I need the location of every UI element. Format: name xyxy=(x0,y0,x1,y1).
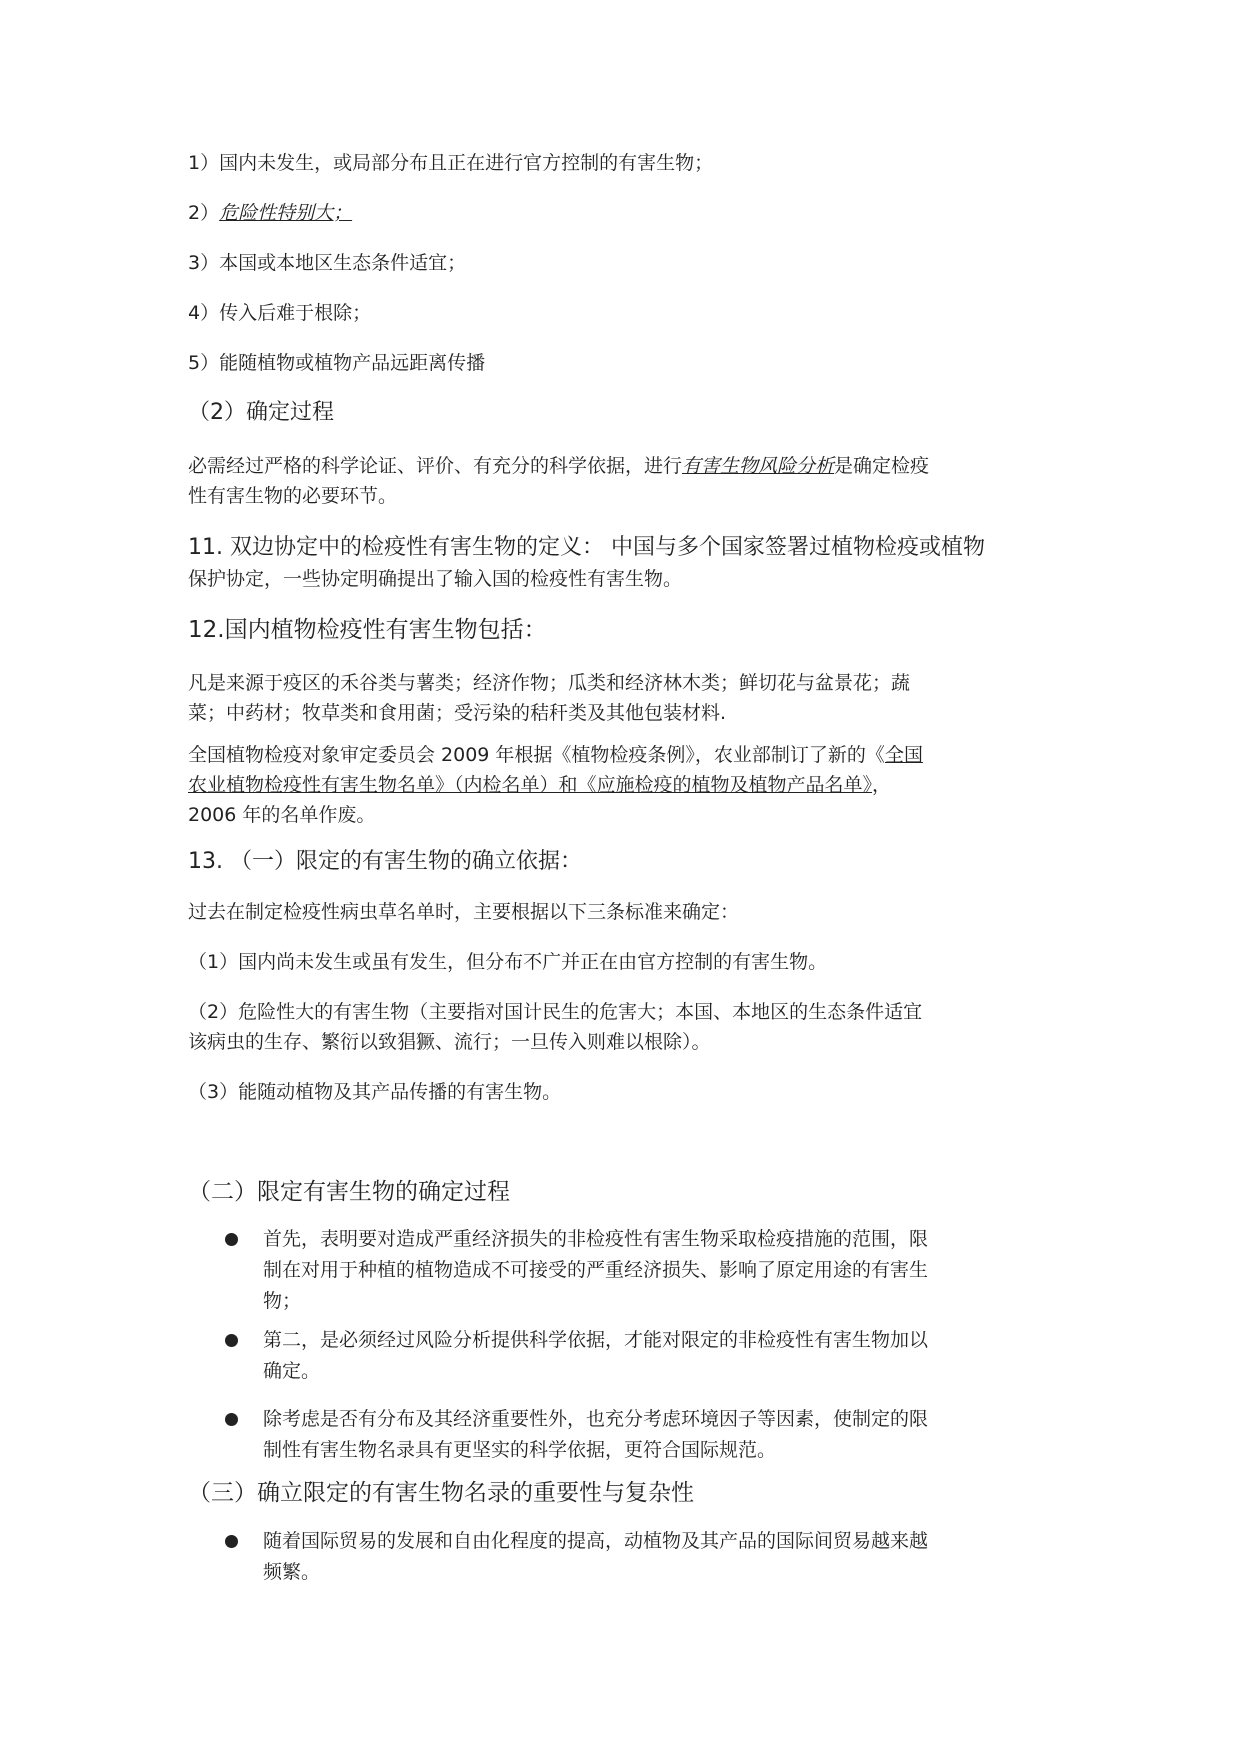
list-text: 传入后难于根除； xyxy=(219,302,372,324)
paragraph-link: 有害生物风险分析 xyxy=(682,455,835,477)
list-number: 2） xyxy=(188,202,220,224)
section-heading: 12.国内植物检疫性有害生物包括： xyxy=(188,617,547,643)
bullet-line: 制在对用于种植的植物造成不可接受的严重经济损失、影响了原定用途的有害生 xyxy=(263,1259,929,1281)
list-text: 能随植物或植物产品远距离传播 xyxy=(219,352,486,374)
bullet-line: 确定。 xyxy=(263,1360,321,1382)
paragraph-line: 菜；中药材；牧草类和食用菌；受污染的秸秆类及其他包装材料. xyxy=(188,702,727,724)
paragraph-text: 是确定检疫 xyxy=(834,455,930,477)
criteria-item: （1）国内尚未发生或虽有发生，但分布不广并正在由官方控制的有害生物。 xyxy=(188,951,828,973)
paragraph-text: 必需经过严格的科学论证、评价、有充分的科学依据，进行 xyxy=(188,455,683,477)
bullet-line: 随着国际贸易的发展和自由化程度的提高，动植物及其产品的国际间贸易越来越 xyxy=(263,1530,929,1552)
list-number: 4） xyxy=(188,302,220,324)
paragraph-line: 2006 年的名单作废。 xyxy=(188,804,376,826)
paragraph-text: 全国植物检疫对象审定委员会 2009 年根据《植物检疫条例》，农业部制订了新的《 xyxy=(188,744,885,766)
list-text: 国内未发生，或局部分布且正在进行官方控制的有害生物； xyxy=(219,152,714,174)
bullet-text xyxy=(263,1224,1041,1317)
bullet-line: 物； xyxy=(263,1290,302,1312)
list-number: 1） xyxy=(188,152,220,174)
paragraph-line: 凡是来源于疫区的禾谷类与薯类；经济作物；瓜类和经济林木类；鲜切花与盆景花；蔬 xyxy=(188,672,911,694)
paragraph-line xyxy=(188,770,1048,801)
list-number: 3） xyxy=(188,252,220,274)
bullet-line: 首先，表明要对造成严重经济损失的非检疫性有害生物采取检疫措施的范围，限 xyxy=(263,1228,929,1250)
bullet-line: 第二，是必须经过风险分析提供科学依据，才能对限定的非检疫性有害生物加以 xyxy=(263,1329,929,1351)
section-11-line: 11. 双边协定中的检疫性有害生物的定义： 中国与多个国家签署过植物检疫或植物 xyxy=(188,535,985,560)
list-item xyxy=(188,148,1048,179)
bullet-dot xyxy=(225,1413,238,1426)
criteria-item: （2）危险性大的有害生物（主要指对国计民生的危害大；本国、本地区的生态条件适宜 xyxy=(188,1001,923,1023)
list-text: 本国或本地区生态条件适宜； xyxy=(219,252,467,274)
bullet-line: 除考虑是否有分布及其经济重要性外，也充分考虑环境因子等因素，使制定的限 xyxy=(263,1408,929,1430)
paragraph-line xyxy=(188,740,1048,771)
list-item xyxy=(188,348,1048,379)
bullet-dot xyxy=(225,1233,238,1246)
paragraph-link: 农业植物检疫性有害生物名单》（内检名单）和《应施检疫的植物及植物产品名单》 xyxy=(188,774,873,796)
paragraph-line: 过去在制定检疫性病虫草名单时，主要根据以下三条标准来确定： xyxy=(188,901,740,923)
paragraph-line: 性有害生物的必要环节。 xyxy=(188,485,398,507)
list-item xyxy=(188,248,1048,279)
section-11-line: 保护协定，一些协定明确提出了输入国的检疫性有害生物。 xyxy=(188,568,683,590)
list-item xyxy=(188,198,1048,229)
bullet-dot xyxy=(225,1535,238,1548)
list-item xyxy=(188,298,1048,329)
criteria-item: （3）能随动植物及其产品传播的有害生物。 xyxy=(188,1081,562,1103)
bullet-line: 制性有害生物名录具有更坚实的科学依据，更符合国际规范。 xyxy=(263,1439,777,1461)
bullet-text xyxy=(263,1526,1041,1588)
bullet-dot xyxy=(225,1334,238,1347)
section-heading: （三）确立限定的有害生物名录的重要性与复杂性 xyxy=(188,1480,694,1506)
paragraph-text: ， xyxy=(872,774,892,796)
bullet-line: 频繁。 xyxy=(263,1561,321,1583)
section-heading: 13. （一）限定的有害生物的确立依据： xyxy=(188,849,582,874)
paragraph xyxy=(188,451,1048,482)
paragraph-link: 全国 xyxy=(884,744,923,766)
bullet-text xyxy=(263,1404,1041,1466)
section-heading: （2）确定过程 xyxy=(188,400,334,425)
list-text: 危险性特别大； xyxy=(219,202,353,224)
criteria-item: 该病虫的生存、繁衍以致猖獗、流行；一旦传入则难以根除）。 xyxy=(188,1031,711,1053)
bullet-text xyxy=(263,1325,1041,1387)
list-number: 5） xyxy=(188,352,220,374)
section-heading: （二）限定有害生物的确定过程 xyxy=(188,1179,510,1205)
